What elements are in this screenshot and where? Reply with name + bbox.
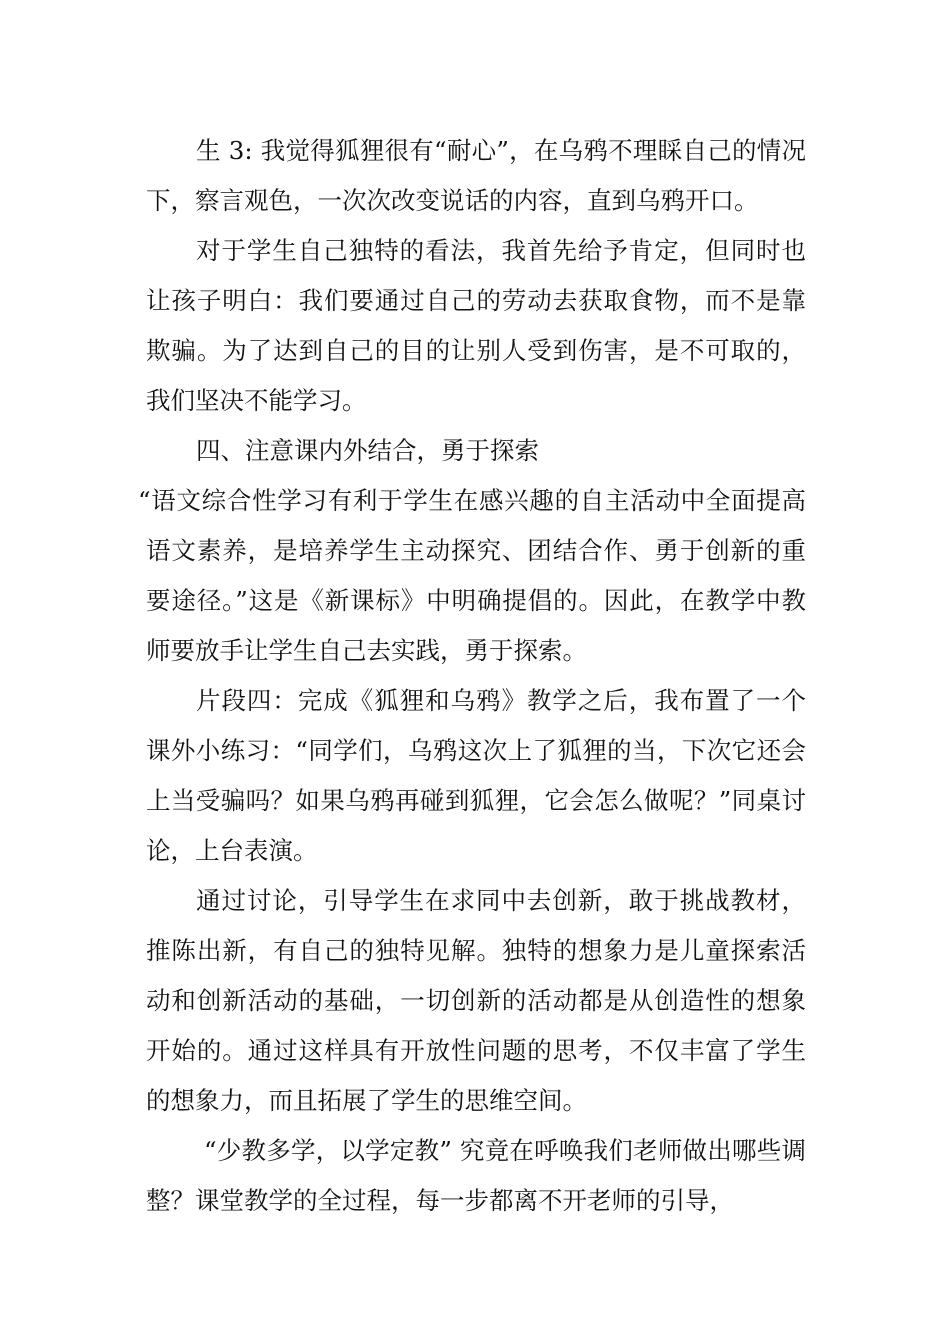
document-body <box>138 126 806 1226</box>
paragraph-student-3-answer: 生 3: 我觉得狐狸很有“耐心”，在乌鸦不理睬自己的情况下，察言观色，一次次改变说话的内容，直到乌鸦开口。 <box>146 136 806 215</box>
section-heading-four: 四、注意课内外结合，勇于探索 <box>196 436 539 465</box>
paragraph-segment-four: 片段四：完成《狐狸和乌鸦》教学之后，我布置了一个课外小练习：“同学们，乌鸦这次上了狐狸的当，下次它还会上当受骗吗？如果乌鸦再碰到狐狸，它会怎么做呢？”同桌讨论，上台表演。 <box>146 686 806 865</box>
paragraph-curriculum-quote: “语文综合性学习有利于学生在感兴趣的自主活动中全面提高语文素养，是培养学生主动探究、团结合作、勇于创新的重要途径。”这是《新课标》中明确提倡的。因此，在教学中教师要放手让学生自己去实践，勇于探索。 <box>138 486 806 665</box>
paragraph-teacher-response: 对于学生自己独特的看法，我首先给予肯定，但同时也让孩子明白：我们要通过自己的劳动去获取食物，而不是靠欺骗。为了达到自己的目的让别人受到伤害，是不可取的，我们坚决不能学习。 <box>146 236 806 415</box>
paragraph-discussion: 通过讨论，引导学生在求同中去创新，敢于挑战教材，推陈出新，有自己的独特见解。独特的想象力是儿童探索活动和创新活动的基础，一切创新的活动都是从创造性的想象开始的。通过这样具有开放性问题的思考，不仅丰富了学生的想象力，而且拓展了学生的思维空间。 <box>146 886 806 1115</box>
paragraph-teaching-principle: “少教多学，以学定教” 究竟在呼唤我们老师做出哪些调整？课堂教学的全过程，每一步都离不开老师的引导， <box>146 1136 806 1215</box>
